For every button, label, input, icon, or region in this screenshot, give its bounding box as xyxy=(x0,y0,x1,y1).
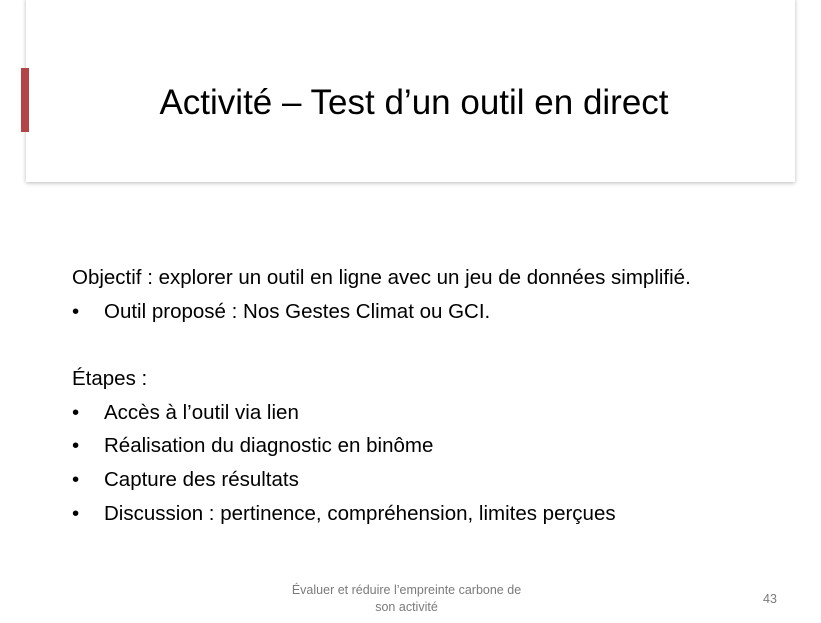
objective-text: Objectif : explorer un outil en ligne avec un jeu de données simplifié. xyxy=(72,266,691,289)
spacer xyxy=(72,328,772,362)
list-item xyxy=(72,463,772,497)
step-text: Discussion : pertinence, compréhension, limites perçues xyxy=(104,501,616,525)
page-number: 43 xyxy=(763,592,777,606)
footer-line: son activité xyxy=(375,600,438,614)
step-text: Capture des résultats xyxy=(104,468,299,492)
step-text: Accès à l’outil via lien xyxy=(104,400,299,424)
list-item xyxy=(72,429,772,463)
slide-footer xyxy=(270,582,543,616)
bullet-icon: • xyxy=(72,501,80,525)
bullet-icon: • xyxy=(72,299,80,323)
step-text: Réalisation du diagnostic en binôme xyxy=(104,434,434,458)
slide-body xyxy=(72,261,772,531)
slide-title: Activité – Test d’un outil en direct xyxy=(159,83,669,122)
tool-bullet-text: Outil proposé : Nos Gestes Climat ou GCI. xyxy=(104,299,491,323)
steps-heading: Étapes : xyxy=(72,367,148,391)
footer-line: Évaluer et réduire l’empreinte carbone de xyxy=(291,583,522,597)
list-item xyxy=(72,396,772,430)
bullet-icon: • xyxy=(72,434,80,458)
bullet-icon: • xyxy=(72,400,80,424)
bullet-icon: • xyxy=(72,468,80,492)
list-item xyxy=(72,295,772,329)
list-item xyxy=(72,497,772,531)
